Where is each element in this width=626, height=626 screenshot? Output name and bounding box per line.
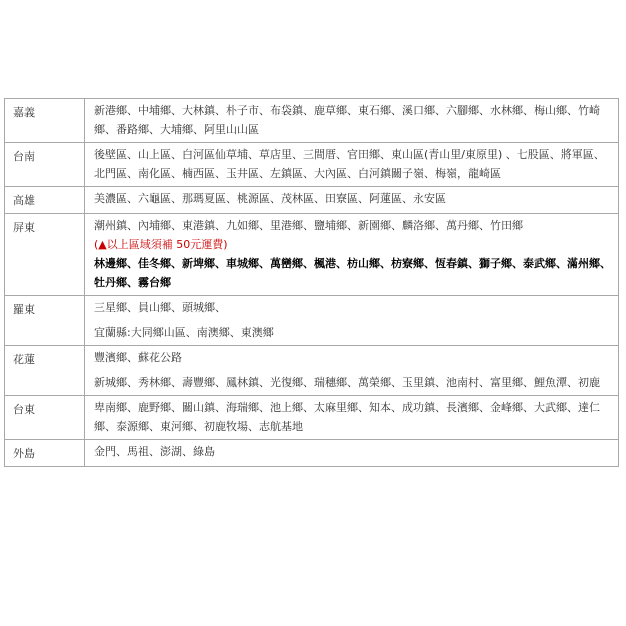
area-line: 潮州鎮、內埔鄉、東港鎮、九如鄉、里港鄉、鹽埔鄉、新園鄉、麟洛鄉、萬丹鄉、竹田鄉: [94, 219, 523, 232]
area-list: [85, 440, 619, 467]
area-line: 卑南鄉、鹿野鄉、關山鎮、海瑞鄉、池上鄉、太麻里鄉、知本、成功鎮、長濱鄉、金峰鄉、大武鄉、達仁鄉、泰源鄉、東河鄉、初鹿牧場、志航基地: [94, 401, 600, 433]
table-row: [5, 143, 619, 187]
region-name: 台東: [5, 396, 85, 440]
area-line: 三星鄉、員山鄉、頭城鄉、: [94, 301, 226, 314]
area-list: [85, 99, 619, 143]
area-line: 新港鄉、中埔鄉、大林鎮、朴子市、布袋鎮、鹿草鄉、東石鄉、溪口鄉、六腳鄉、水林鄉、梅山鄉、竹崎鄉、番路鄉、大埔鄉、阿里山山區: [94, 104, 600, 136]
area-list: [85, 143, 619, 187]
area-line-bold: 林邊鄉、佳冬鄉、新埤鄉、車城鄉、萬巒鄉、楓港、枋山鄉、枋寮鄉、恆春鎮、獅子鄉、泰武鄉、滿州鄉、牡丹鄉、霧台鄉: [94, 257, 611, 289]
table-row: [5, 396, 619, 440]
region-name: 嘉義: [5, 99, 85, 143]
delivery-area-table-container: [4, 98, 618, 467]
region-name: 台南: [5, 143, 85, 187]
area-line: 美濃區、六龜區、那瑪夏區、桃源區、茂林區、田寮區、阿蓮區、永安區: [94, 192, 446, 205]
remote-delivery-area-table: [4, 98, 619, 467]
table-row: [5, 346, 619, 396]
table-row: [5, 99, 619, 143]
area-list: [85, 396, 619, 440]
region-name: 羅東: [5, 296, 85, 346]
table-row: [5, 214, 619, 296]
area-line: 宜蘭縣:大同鄉山區、南澳鄉、東澳鄉: [94, 326, 274, 339]
table-row: [5, 296, 619, 346]
area-line: 金門、馬祖、澎湖、綠島: [94, 445, 215, 458]
area-line: 豐濱鄉、蘇花公路: [94, 351, 182, 364]
surcharge-notice: (▲以上區域須補 50元運費): [94, 238, 228, 251]
region-name: 屏東: [5, 214, 85, 296]
area-line: 新城鄉、秀林鄉、壽豐鄉、鳳林鎮、光復鄉、瑞穗鄉、萬榮鄉、玉里鎮、池南村、富里鄉、鯉魚潭、初鹿: [94, 376, 600, 389]
area-list: [85, 187, 619, 214]
table-row: [5, 440, 619, 467]
region-name: 高雄: [5, 187, 85, 214]
area-line: 後壁區、山上區、白河區仙草埔、草店里、三間厝、官田鄉、東山區(青山里/東原里) 、七股區、將軍區、北門區、南化區、楠西區、玉井區、左鎮區、大內區、白河鎮關子嶺、梅嶺，龍崎區: [94, 148, 605, 180]
area-list: [85, 346, 619, 396]
area-list: [85, 214, 619, 296]
table-row: [5, 187, 619, 214]
region-name: 花蓮: [5, 346, 85, 396]
region-name: 外島: [5, 440, 85, 467]
area-list: [85, 296, 619, 346]
